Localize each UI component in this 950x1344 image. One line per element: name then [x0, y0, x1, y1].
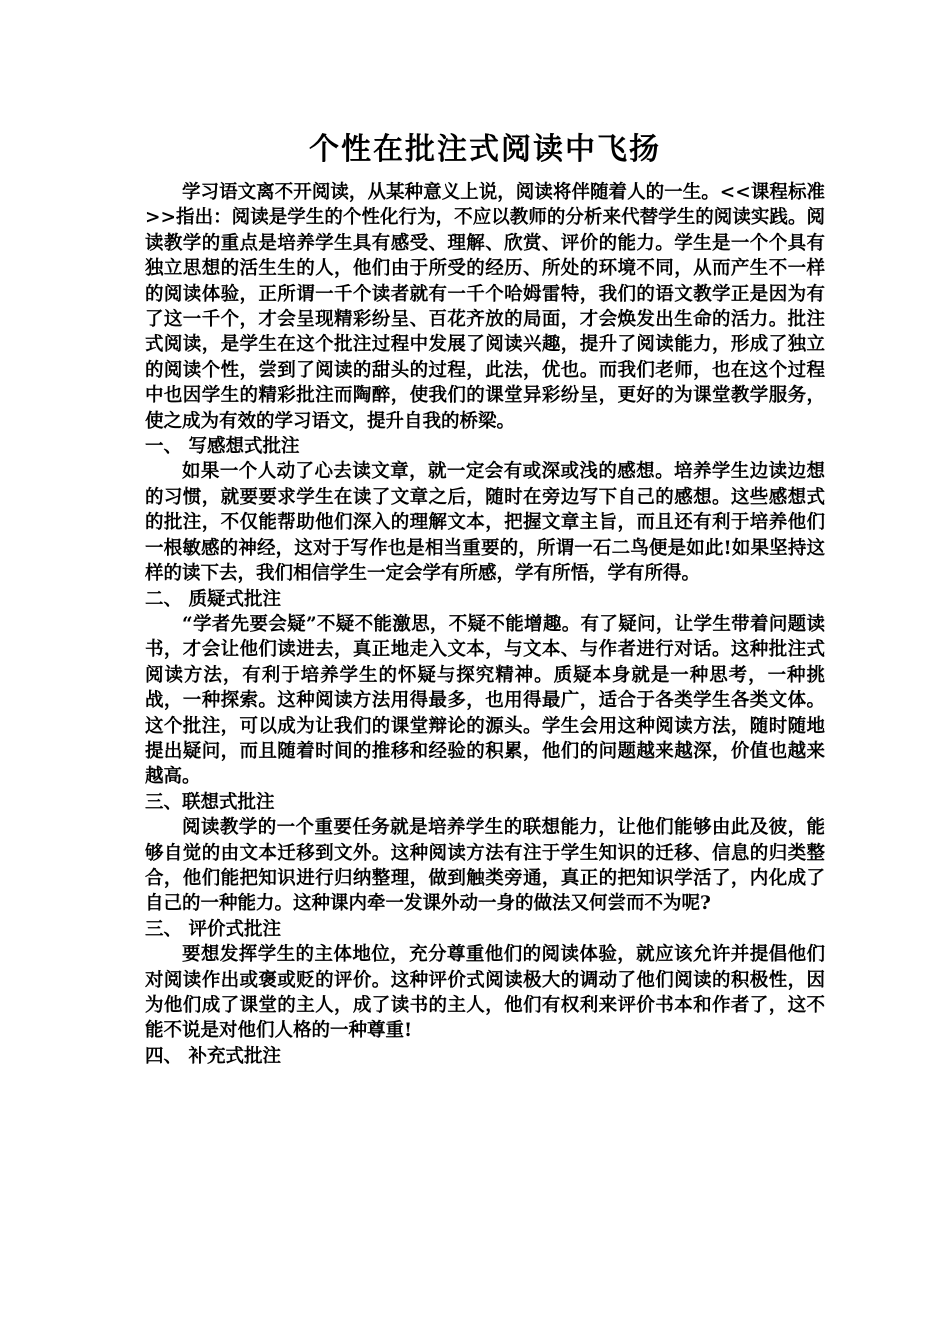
paragraph-section-3: 阅读教学的一个重要任务就是培养学生的联想能力，让他们能够由此及彼，能够自觉的由文本迁移到文外。这种阅读方法有注于学生知识的迁移、信息的归类整合，他们能把知识进行归纳整理，做到触类旁通，真正的把知识学活了，内化成了自己的一种能力。这种课内牵一发课外动一身的做法又何尝而不为呢?: [145, 817, 825, 915]
paragraph-intro: 学习语文离不开阅读，从某种意义上说，阅读将伴随着人的一生。<<课程标准>>指出：阅读是学生的个性化行为，不应以教师的分析来代替学生的阅读实践。阅读教学的重点是培养学生具有感受、理解、欣赏、评价的能力。学生是一个个具有独立思想的活生生的人，他们由于所受的经历、所处的环境不同，从而产生不一样的阅读体验，正所谓一千个读者就有一千个哈姆雷特，我们的语文教学正是因为有了这一千个，才会呈现精彩纷呈、百花齐放的局面，才会焕发出生命的活力。批注式阅读，是学生在这个批注过程中发展了阅读兴趣，提升了阅读能力，形成了独立的阅读个性，尝到了阅读的甜头的过程，此法，优也。而我们老师，也在这个过程中也因学生的精彩批注而陶醉，使我们的课堂异彩纷呈，更好的为课堂教学服务，使之成为有效的学习语文，提升自我的桥梁。: [145, 182, 825, 432]
section-heading-4: 三、 评价式批注: [145, 918, 281, 940]
document-page: [145, 128, 825, 1069]
section-heading-1: 一、 写感想式批注: [145, 436, 300, 458]
section-heading-3: 三、联想式批注: [145, 791, 275, 813]
paragraph-section-1: 如果一个人动了心去读文章，就一定会有或深或浅的感想。培养学生边读边想的习惯，就要要求学生在读了文章之后，随时在旁边写下自己的感想。这些感想式的批注，不仅能帮助他们深入的理解文本，把握文章主旨，而且还有利于培养他们一根敏感的神经，这对于写作也是相当重要的，所谓一石二鸟便是如此!如果坚持这样的读下去，我们相信学生一定会学有所感，学有所悟，学有所得。: [145, 461, 825, 585]
document-title: 个性在批注式阅读中飞扬: [309, 132, 661, 167]
section-heading-2: 二、 质疑式批注: [145, 588, 281, 610]
paragraph-section-4: 要想发挥学生的主体地位，充分尊重他们的阅读体验，就应该允许并提倡他们对阅读作出或褒或贬的评价。这种评价式阅读极大的调动了他们阅读的积极性，因为他们成了课堂的主人，成了读书的主人，他们有权利来评价书本和作者了，这不能不说是对他们人格的一种尊重!: [145, 944, 825, 1042]
section-heading-5: 四、 补充式批注: [145, 1045, 281, 1067]
paragraph-section-2: “学者先要会疑”不疑不能激思，不疑不能增趣。有了疑问，让学生带着问题读书，才会让他们读进去，真正地走入文本，与文本、与作者进行对话。这种批注式阅读方法，有利于培养学生的怀疑与探究精神。质疑本身就是一种思考，一种挑战，一种探索。这种阅读方法用得最多，也用得最广，适合于各类学生各类文体。这个批注，可以成为让我们的课堂辩论的源头。学生会用这种阅读方法，随时随地提出疑问，而且随着时间的推移和经验的积累，他们的问题越来越深，价值也越来越高。: [145, 613, 825, 788]
